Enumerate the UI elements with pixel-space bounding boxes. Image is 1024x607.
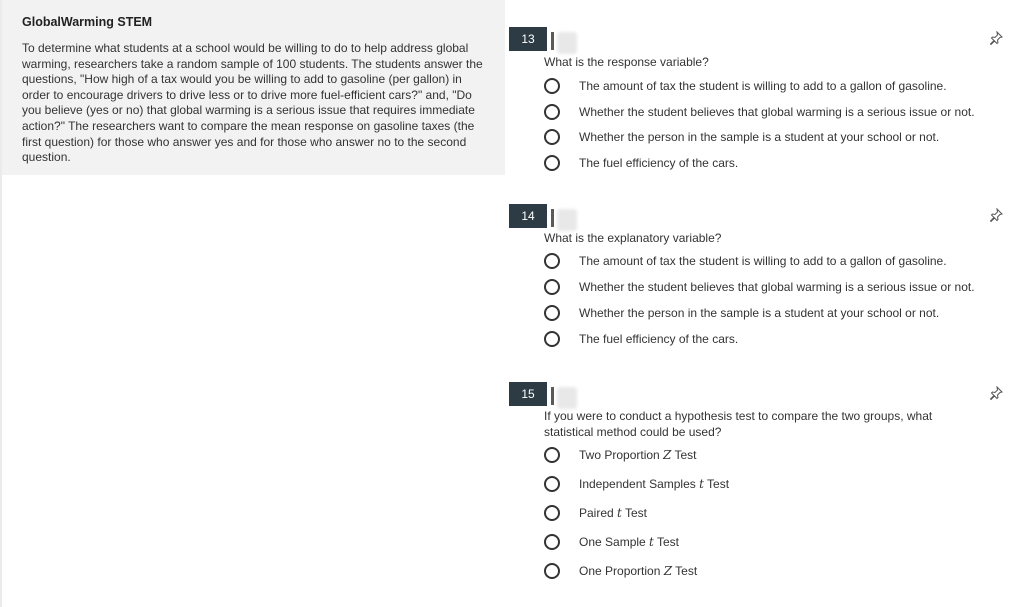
question-number: 14: [509, 204, 547, 228]
radio-button[interactable]: [544, 129, 560, 145]
answer-option[interactable]: [544, 505, 1024, 521]
option-label: Whether the student believes that global warming is a serious issue or not.: [579, 280, 975, 294]
answer-option[interactable]: [544, 447, 1024, 463]
flag-marker: [551, 32, 554, 50]
radio-button[interactable]: [544, 447, 560, 463]
option-label: Whether the person in the sample is a student at your school or not.: [579, 306, 940, 320]
answer-option[interactable]: [544, 155, 1024, 171]
radio-button[interactable]: [544, 505, 560, 521]
redacted-marker: [557, 387, 577, 409]
question-15: [509, 382, 1024, 579]
option-label: The amount of tax the student is willing to add to a gallon of gasoline.: [579, 254, 947, 268]
radio-button[interactable]: [544, 279, 560, 295]
option-label: The fuel efficiency of the cars.: [579, 156, 739, 170]
stem-text: To determine what students at a school would be willing to do to help address global warming, researchers take a random sample of 100 students. The students answer the questions, "How high of a tax would you be willing to add to gasoline (per gallon) in order to encourage drivers to drive less or to drive more fuel-efficient cars?" and, "Do you believe (yes or no) that global warming is a serious issue that requires immediate action?" The researchers want to compare the mean response on gasoline taxes (the first question) for those who answer yes and for those who answer no to the second question.: [22, 41, 483, 165]
answer-option[interactable]: [544, 129, 1024, 145]
radio-button[interactable]: [544, 305, 560, 321]
pin-icon[interactable]: [989, 31, 1003, 45]
answer-option[interactable]: [544, 331, 1024, 347]
answer-option[interactable]: [544, 563, 1024, 579]
question-prompt: If you were to conduct a hypothesis test to compare the two groups, what statistical method could be used?: [544, 409, 933, 439]
radio-button[interactable]: [544, 104, 560, 120]
flag-marker: [551, 209, 554, 227]
flag-marker: [551, 387, 554, 405]
option-label: One Proportion Z Test: [579, 564, 698, 578]
answer-option[interactable]: [544, 305, 1024, 321]
radio-button[interactable]: [544, 155, 560, 171]
option-label: Whether the person in the sample is a student at your school or not.: [579, 130, 940, 144]
question-number: 13: [509, 27, 547, 51]
option-label: The amount of tax the student is willing to add to a gallon of gasoline.: [579, 79, 947, 93]
option-label: Paired t Test: [579, 506, 647, 520]
radio-button[interactable]: [544, 476, 560, 492]
question-prompt: What is the response variable?: [544, 55, 709, 69]
question-number: 15: [509, 382, 547, 406]
option-label: Two Proportion Z Test: [579, 448, 697, 462]
redacted-marker: [557, 209, 577, 231]
question-prompt: What is the explanatory variable?: [544, 231, 722, 245]
answer-option[interactable]: [544, 279, 1024, 295]
question-13: [509, 27, 1024, 171]
pin-icon[interactable]: [989, 386, 1003, 400]
answer-option[interactable]: [544, 476, 1024, 492]
redacted-marker: [557, 32, 577, 54]
option-label: Independent Samples t Test: [579, 477, 730, 491]
answer-option[interactable]: [544, 253, 1024, 269]
question-14: [509, 204, 1024, 347]
option-label: One Sample t Test: [579, 535, 679, 549]
answer-option[interactable]: [544, 78, 1024, 94]
radio-button[interactable]: [544, 78, 560, 94]
answer-option[interactable]: [544, 534, 1024, 550]
radio-button[interactable]: [544, 253, 560, 269]
stem-title: GlobalWarming STEM: [22, 15, 153, 29]
radio-button[interactable]: [544, 331, 560, 347]
stem-panel: [2, 0, 505, 175]
radio-button[interactable]: [544, 563, 560, 579]
answer-option[interactable]: [544, 104, 1024, 120]
radio-button[interactable]: [544, 534, 560, 550]
pin-icon[interactable]: [989, 208, 1003, 222]
option-label: Whether the student believes that global warming is a serious issue or not.: [579, 105, 975, 119]
option-label: The fuel efficiency of the cars.: [579, 332, 739, 346]
